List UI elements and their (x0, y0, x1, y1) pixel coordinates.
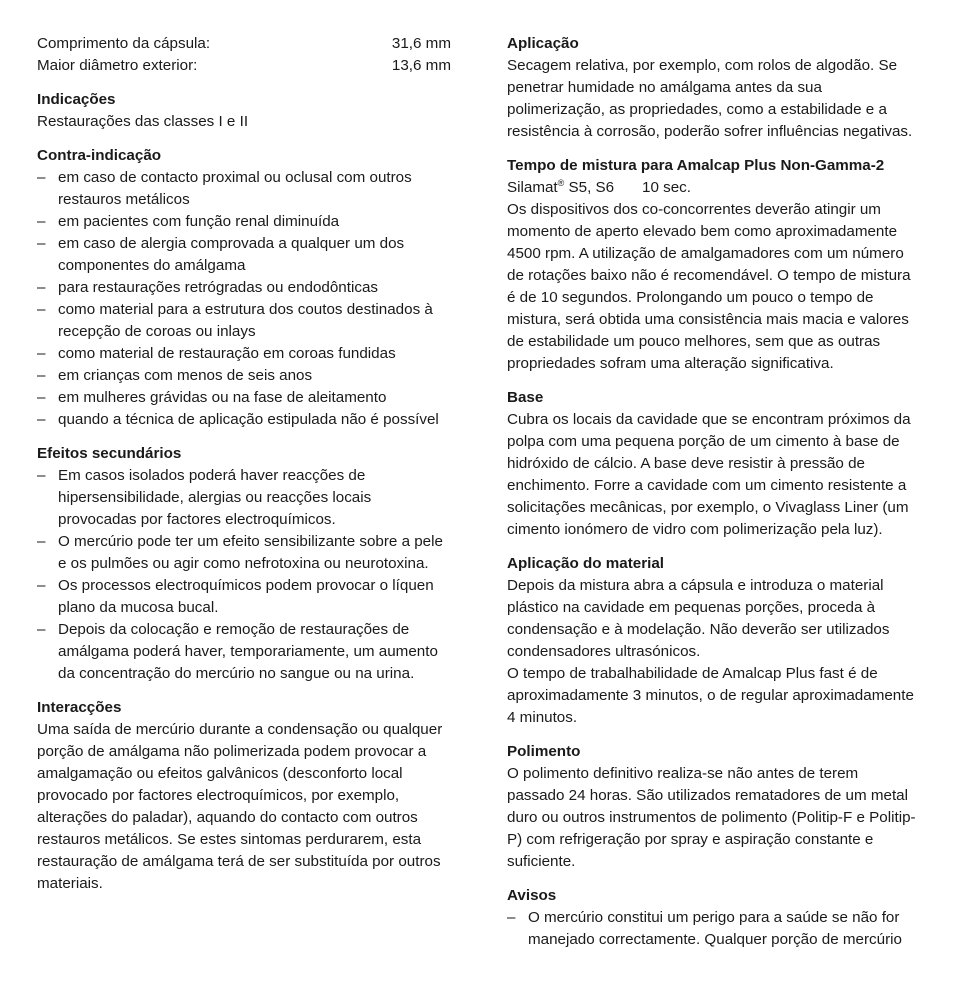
indicacoes-section (37, 89, 451, 133)
dash-marker: – (507, 909, 516, 926)
avisos-list (507, 907, 917, 951)
section-text: Depois da mistura abra a cápsula e introduza o material plástico na cavidade em pequenas porções, proceda à condensação e à modelação. Não deverão ser utilizados condensadores ultrasónicos. (507, 577, 890, 660)
section-text: O tempo de trabalhabilidade de Amalcap Plus fast é de aproximadamente 3 minutos, o de regular aproximadamente 4 minutos. (507, 665, 914, 726)
tempo-mistura-section (507, 155, 917, 375)
right-column (507, 33, 917, 963)
section-heading: Polimento (507, 743, 581, 760)
aplicacao-material-section (507, 553, 917, 729)
contra-indicacao-section (37, 145, 451, 431)
spec-label: Comprimento da cápsula: (37, 35, 211, 52)
interaccoes-section (37, 697, 451, 895)
aplicacao-section (507, 33, 917, 143)
dash-marker: – (37, 169, 46, 186)
dash-marker: – (37, 235, 46, 252)
dash-marker: – (37, 301, 46, 318)
section-text: Uma saída de mercúrio durante a condensação ou qualquer porção de amálgama não polimerizada podem provocar a amalgamação ou efeitos galvânicos (desconforto local provocado por factores electroquímicos, por exemplo, alterações do paladar), aquando do contacto com outros restauros metálicos. Se estes sintomas perdurarem, esta restauração de amálgama terá de ser substituída por outros materiais. (37, 721, 443, 892)
dash-marker: – (37, 213, 46, 230)
mixer-row (507, 177, 917, 199)
list-item: – em crianças com menos de seis anos (37, 365, 451, 387)
list-item: – Depois da colocação e remoção de restaurações de amálgama poderá haver, temporariamente, um aumento da concentração do mercúrio no sangue ou na urina. (37, 621, 438, 682)
section-heading: Efeitos secundários (37, 445, 182, 462)
spec-value: 31,6 mm (391, 35, 451, 52)
base-section (507, 387, 917, 541)
list-item: – em caso de contacto proximal ou oclusal com outros restauros metálicos (37, 169, 412, 208)
dash-marker: – (37, 577, 46, 594)
section-text: Secagem relativa, por exemplo, com rolos de algodão. Se penetrar humidade no amálgama antes da sua polimerização, as propriedades, como a estabilidade e a resistência à corrosão, poderão sofrer influências negativas. (507, 57, 913, 140)
list-item: – quando a técnica de aplicação estipulada não é possível (37, 409, 451, 431)
list-item: – O mercúrio pode ter um efeito sensibilizante sobre a pele e os pulmões ou agir como nefrotoxina ou neurotoxina. (37, 533, 443, 572)
left-column (37, 33, 451, 907)
list-item: – para restaurações retrógradas ou endodônticas (37, 277, 451, 299)
section-text: Os dispositivos dos co-concorrentes deverão atingir um momento de aperto elevado bem como aproximadamente 4500 rpm. A utilização de amalgamadores com um número de rotações baixo não é recomendável. O tempo de mistura é de 10 segundos. Prolongando um pouco o tempo de mistura, será obtida uma consistência mais macia e valores de estabilidade um pouco melhores, sem que as outras propriedades sofram uma alteração significativa. (507, 201, 911, 372)
registered-mark: ® (557, 177, 565, 188)
spec-row-capsule-length (37, 33, 451, 55)
mixer-name: Silamat® S5, S6 (507, 177, 615, 196)
list-item: – Os processos electroquímicos podem provocar o líquen plano da mucosa bucal. (37, 577, 434, 616)
list-item: – como material de restauração em coroas fundidas (37, 343, 451, 365)
section-text: O polimento definitivo realiza-se não antes de terem passado 24 horas. São utilizados rematadores de um metal duro ou outros instrumentos de polimento (Politip-F e Politip-P) com refrigeração por spray e aspiração constante e suficiente. (507, 765, 916, 870)
efeitos-section (37, 443, 451, 685)
section-text: Cubra os locais da cavidade que se encontram próximos da polpa com uma pequena porção de um cimento à base de hidróxido de cálcio. A base deve resistir à pressão de enchimento. Forre a cavidade com um cimento resistente a solicitações mecânicas, por exemplo, o Vivaglass Liner (um cimento ionómero de vidro com polimerização pela luz). (507, 411, 911, 538)
avisos-section (507, 885, 917, 951)
section-heading: Tempo de mistura para Amalcap Plus Non-Gamma-2 (507, 157, 885, 174)
section-text: Restaurações das classes I e II (37, 113, 249, 130)
section-heading: Interacções (37, 699, 122, 716)
dash-marker: – (37, 389, 46, 406)
mixer-time: 10 sec. (642, 179, 691, 196)
dash-marker: – (37, 467, 46, 484)
list-item: – em mulheres grávidas ou na fase de aleitamento (37, 387, 451, 409)
section-heading: Contra-indicação (37, 147, 162, 164)
spec-label: Maior diâmetro exterior: (37, 57, 198, 74)
list-item: – O mercúrio constitui um perigo para a saúde se não for manejado correctamente. Qualquer porção de mercúrio (507, 909, 902, 948)
contra-list (37, 167, 451, 431)
list-item: – Em casos isolados poderá haver reacções de hipersensibilidade, alergias ou reacções locais provocadas por factores electroquímicos. (37, 467, 372, 528)
dash-marker: – (37, 367, 46, 384)
section-heading: Base (507, 389, 544, 406)
list-item: – em caso de alergia comprovada a qualquer um dos componentes do amálgama (37, 235, 405, 274)
dash-marker: – (37, 621, 46, 638)
list-item: – em pacientes com função renal diminuída (37, 211, 451, 233)
spec-row-max-diameter (37, 55, 451, 77)
polimento-section (507, 741, 917, 873)
section-heading: Aplicação (507, 35, 579, 52)
dash-marker: – (37, 533, 46, 550)
dash-marker: – (37, 279, 46, 296)
specs-section (37, 33, 451, 77)
dash-marker: – (37, 345, 46, 362)
section-heading: Avisos (507, 887, 557, 904)
section-heading: Indicações (37, 91, 116, 108)
list-item: – como material para a estrutura dos coutos destinados à recepção de coroas ou inlays (37, 301, 433, 340)
efeitos-list (37, 465, 451, 685)
dash-marker: – (37, 411, 46, 428)
spec-value: 13,6 mm (391, 57, 451, 74)
section-heading: Aplicação do material (507, 555, 664, 572)
